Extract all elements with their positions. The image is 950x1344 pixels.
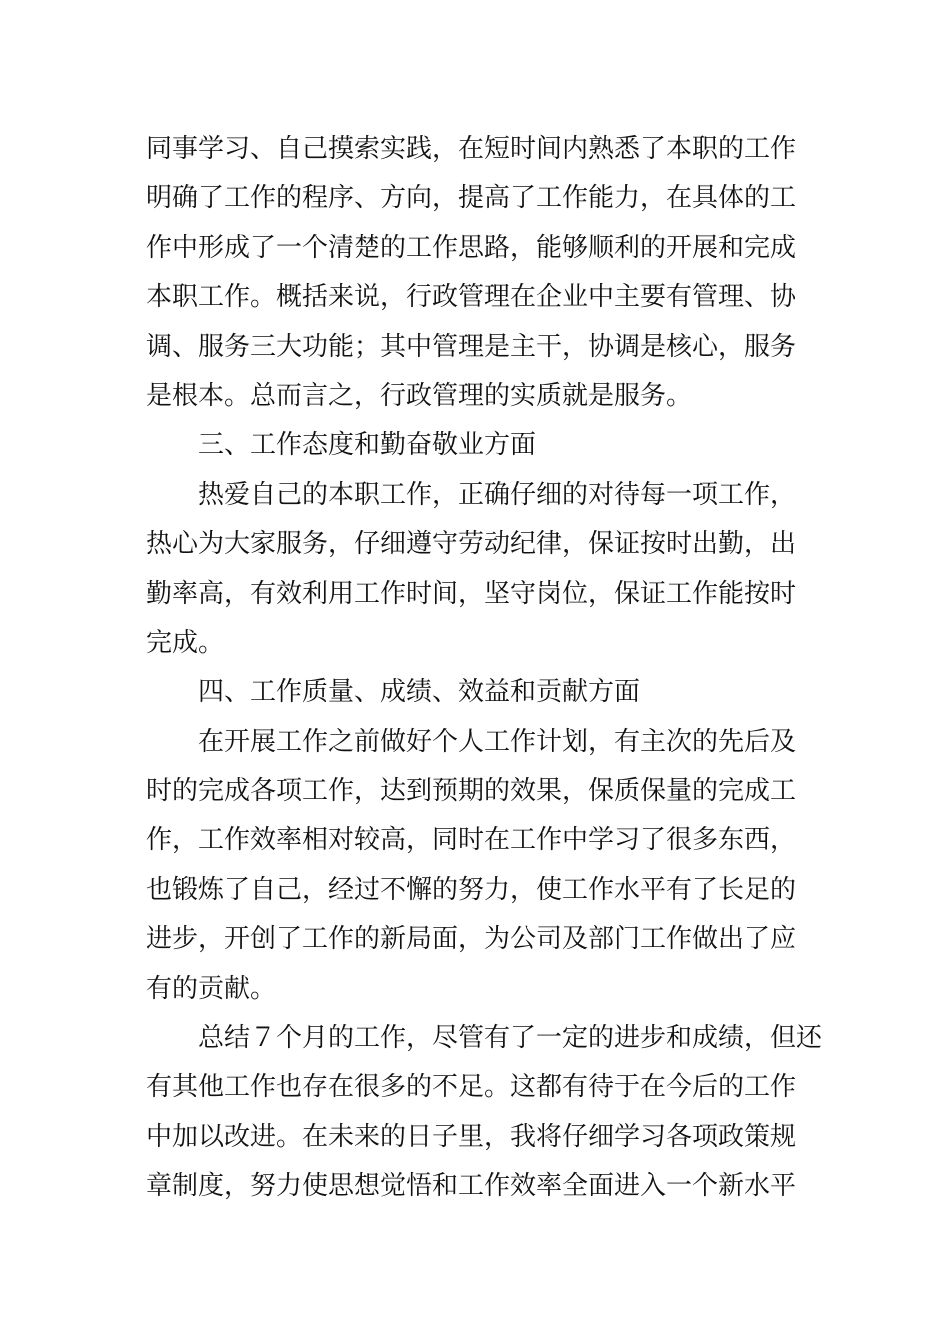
- text-line: 时的完成各项工作，达到预期的效果，保质保量的完成工: [146, 776, 797, 807]
- text-line: 调、服务三大功能；其中管理是主干，协调是核心，服务: [146, 331, 797, 362]
- section-heading: 四、工作质量、成绩、效益和贡献方面: [198, 677, 641, 708]
- text-line: 作，工作效率相对较高，同时在工作中学习了很多东西，: [146, 825, 797, 856]
- text-line: 也锻炼了自己，经过不懈的努力，使工作水平有了长足的: [146, 874, 797, 905]
- text-line: 勤率高，有效利用工作时间，坚守岗位，保证工作能按时: [146, 578, 797, 609]
- document-body: [146, 125, 823, 1212]
- text-line: 热心为大家服务，仔细遵守劳动纪律，保证按时出勤，出: [146, 529, 797, 560]
- text-line: 在开展工作之前做好个人工作计划，有主次的先后及: [198, 726, 797, 757]
- text-line: 热爱自己的本职工作，正确仔细的对待每一项工作，: [198, 479, 797, 510]
- text-line: 同事学习、自己摸索实践，在短时间内熟悉了本职的工作: [146, 134, 797, 164]
- section-heading: 三、工作态度和勤奋敬业方面: [198, 430, 537, 461]
- text-line: 明确了工作的程序、方向，提高了工作能力，在具体的工: [146, 183, 797, 214]
- text-line: 进步，开创了工作的新局面，为公司及部门工作做出了应: [146, 924, 797, 955]
- text-line: 有的贡献。: [146, 973, 277, 1004]
- text-line: 中加以改进。在未来的日子里，我将仔细学习各项政策规: [146, 1121, 797, 1152]
- text-line: 本职工作。概括来说，行政管理在企业中主要有管理、协: [146, 282, 797, 313]
- text-line: 完成。: [146, 627, 225, 658]
- text-line: 有其他工作也存在很多的不足。这都有待于在今后的工作: [146, 1072, 797, 1103]
- text-line: 作中形成了一个清楚的工作思路，能够顺利的开展和完成: [146, 232, 797, 263]
- text-line: 章制度，努力使思想觉悟和工作效率全面进入一个新水平: [146, 1171, 797, 1202]
- text-line: 总结７个月的工作，尽管有了一定的进步和成绩，但还: [198, 1023, 823, 1054]
- text-line: 是根本。总而言之，行政管理的实质就是服务。: [146, 380, 693, 411]
